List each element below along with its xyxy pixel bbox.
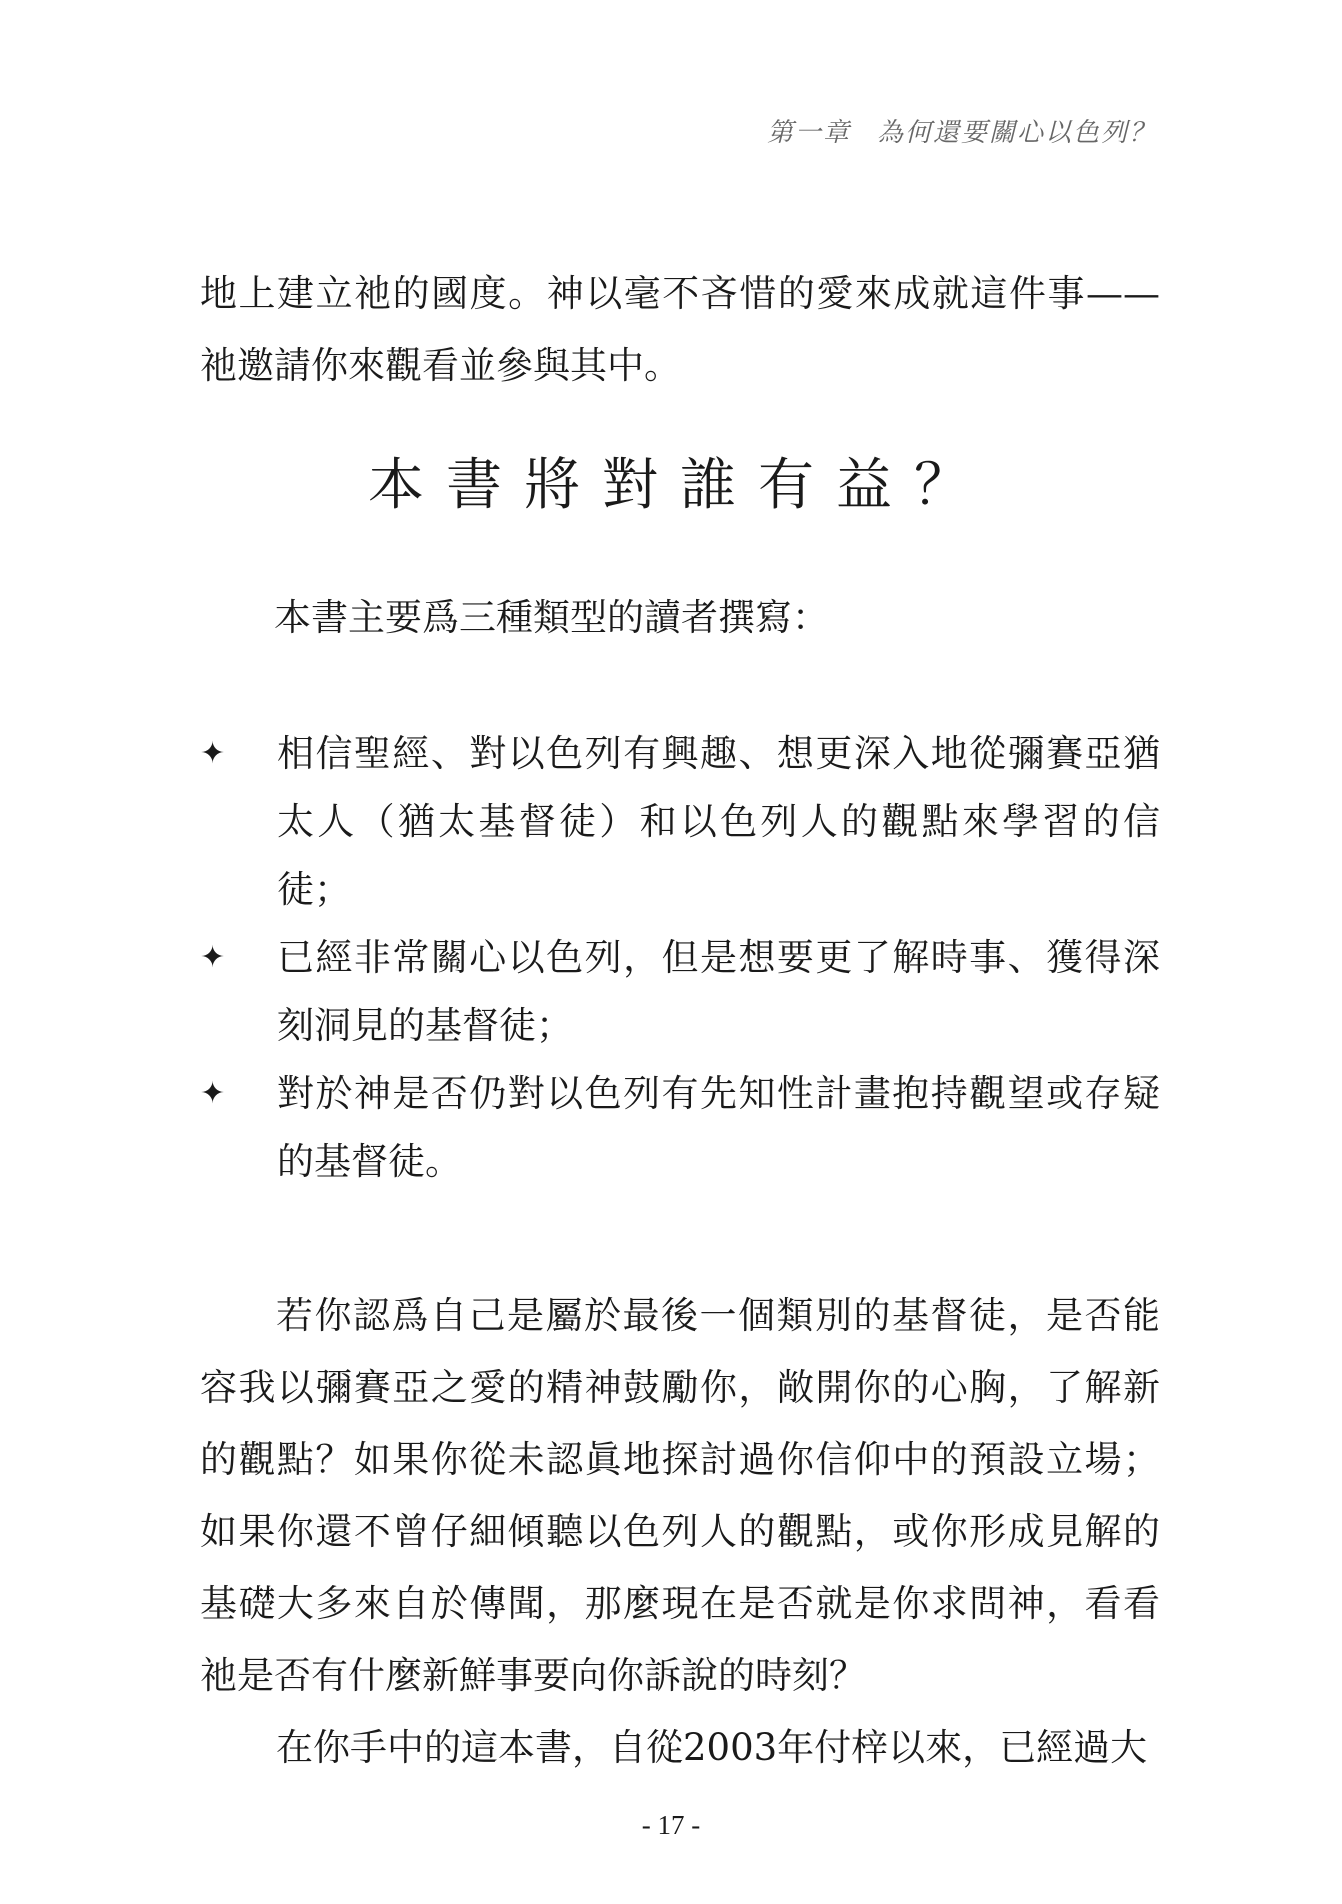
- reader-type-list: [200, 720, 1160, 1196]
- list-item-text: 相信聖經、對以色列有興趣、想更深入地從彌賽亞猶太人（猶太基督徒）和以色列人的觀點來學習的信徒；: [277, 732, 1160, 911]
- body-paragraph: 在你手中的這本書，自從2003年付梓以來，已經過大: [276, 1726, 1148, 1769]
- list-item: [200, 720, 1160, 924]
- opening-paragraph: 地上建立祂的國度。神以毫不吝惜的愛來成就這件事——祂邀請你來觀看並參與其中。: [200, 272, 1160, 387]
- section-heading: 本書將對誰有益？: [368, 453, 992, 518]
- list-item-text: 對於神是否仍對以色列有先知性計畫抱持觀望或存疑的基督徒。: [277, 1072, 1160, 1183]
- body-paragraph: 若你認爲自己是屬於最後一個類別的基督徒，是否能容我以彌賽亞之愛的精神鼓勵你，敞開你的心胸，了解新的觀點？如果你從未認眞地探討過你信仰中的預設立場；如果你還不曾仔細傾聽以色列人的觀點，或你形成見解的基礎大多來自於傳聞，那麼現在是否就是你求問神，看看祂是否有什麼新鮮事要向你訴說的時刻？: [200, 1294, 1160, 1697]
- running-header: [767, 112, 1157, 149]
- list-item: [200, 1060, 1160, 1196]
- page-body: [200, 258, 1160, 1784]
- chapter-title: 為何還要關心以色列？: [876, 118, 1157, 148]
- list-item-text: 已經非常關心以色列，但是想要更了解時事、獲得深刻洞見的基督徒；: [277, 936, 1160, 1047]
- intro-paragraph: 本書主要爲三種類型的讀者撰寫：: [274, 596, 829, 639]
- four-point-star-icon: ✦: [200, 736, 226, 771]
- chapter-number: 第一章: [766, 118, 851, 148]
- four-point-star-icon: ✦: [200, 1076, 226, 1111]
- four-point-star-icon: ✦: [200, 940, 226, 975]
- list-item: [200, 924, 1160, 1060]
- page-number: - 17 -: [641, 1810, 701, 1840]
